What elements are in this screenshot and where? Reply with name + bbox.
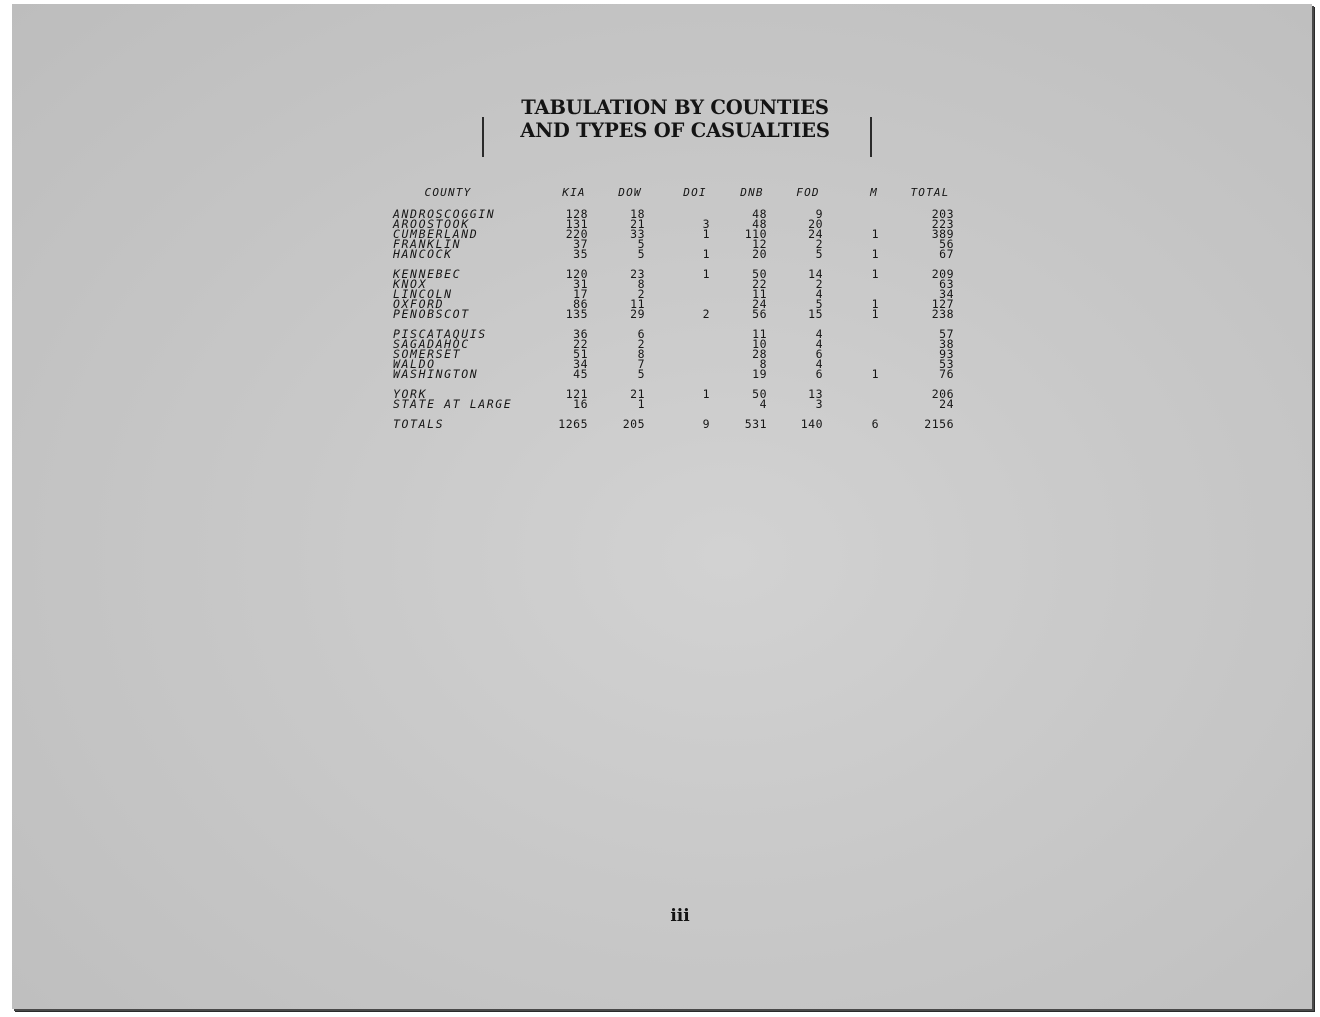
table-cell-dow: 8 [637,347,645,361]
county-name: PENOBSCOT [393,307,470,321]
table-cell-total: 2156 [924,417,954,431]
table-cell-total: 203 [931,207,954,221]
table-cell-total: 93 [939,347,954,361]
county-name: KENNEBEC [393,267,462,281]
table-cell-doi: 1 [702,267,710,281]
table-cell-fod: 20 [808,217,823,231]
table-cell-fod: 24 [808,227,823,241]
column-header-m: M [870,186,878,199]
county-name: LINCOLN [393,287,453,301]
table-cell-total: 206 [931,387,954,401]
table-cell-total: 38 [939,337,954,351]
table-cell-dnb: 11 [752,327,767,341]
county-name: TOTALS [393,417,445,431]
table-cell-fod: 4 [815,337,823,351]
table-cell-kia: 1265 [558,417,588,431]
table-cell-dow: 33 [630,227,645,241]
table-cell-fod: 4 [815,357,823,371]
table-cell-m: 1 [871,297,879,311]
table-cell-fod: 140 [800,417,823,431]
table-cell-total: 76 [939,367,954,381]
table-cell-kia: 34 [573,357,588,371]
table-cell-fod: 4 [815,287,823,301]
table-cell-kia: 131 [565,217,588,231]
county-name: WASHINGTON [393,367,479,381]
table-cell-dow: 2 [637,337,645,351]
table-cell-fod: 3 [815,397,823,411]
county-name: PISCATAQUIS [393,327,487,341]
table-cell-kia: 36 [573,327,588,341]
table-cell-total: 389 [931,227,954,241]
county-name: KNOX [393,277,428,291]
table-cell-fod: 5 [815,297,823,311]
county-name: YORK [393,387,428,401]
table-cell-m: 1 [871,247,879,261]
table-cell-fod: 14 [808,267,823,281]
table-cell-doi: 3 [702,217,710,231]
table-cell-dnb: 28 [752,347,767,361]
county-name: CUMBERLAND [393,227,479,241]
table-cell-dnb: 22 [752,277,767,291]
table-cell-dnb: 48 [752,217,767,231]
table-cell-total: 63 [939,277,954,291]
table-cell-doi: 1 [702,387,710,401]
table-cell-kia: 45 [573,367,588,381]
county-name: SOMERSET [393,347,462,361]
table-cell-kia: 220 [565,227,588,241]
table-cell-kia: 17 [573,287,588,301]
table-cell-fod: 6 [815,367,823,381]
table-cell-dow: 1 [637,397,645,411]
table-cell-dow: 5 [637,247,645,261]
table-cell-dnb: 12 [752,237,767,251]
table-cell-dnb: 19 [752,367,767,381]
table-cell-dnb: 20 [752,247,767,261]
casualty-table [0,0,1320,460]
county-name: FRANKLIN [393,237,462,251]
column-header-fod: FOD [796,186,820,199]
table-cell-kia: 128 [565,207,588,221]
table-cell-doi: 9 [702,417,710,431]
county-name: SAGADAHOC [393,337,470,351]
table-cell-dnb: 24 [752,297,767,311]
table-cell-dow: 205 [622,417,645,431]
table-cell-total: 223 [931,217,954,231]
table-cell-m: 1 [871,267,879,281]
table-cell-dnb: 56 [752,307,767,321]
table-cell-fod: 2 [815,237,823,251]
county-name: ANDROSCOGGIN [393,207,496,221]
table-cell-doi: 2 [702,307,710,321]
table-cell-total: 57 [939,327,954,341]
table-cell-fod: 5 [815,247,823,261]
table-cell-dow: 21 [630,387,645,401]
table-cell-dow: 23 [630,267,645,281]
table-cell-doi: 1 [702,247,710,261]
table-cell-dnb: 4 [759,397,767,411]
table-cell-dow: 8 [637,277,645,291]
table-cell-kia: 35 [573,247,588,261]
column-header-dow: DOW [618,186,642,199]
table-cell-m: 1 [871,307,879,321]
table-cell-kia: 16 [573,397,588,411]
county-name: HANCOCK [393,247,453,261]
table-cell-m: 1 [871,367,879,381]
table-cell-m: 6 [871,417,879,431]
table-cell-kia: 135 [565,307,588,321]
table-cell-fod: 13 [808,387,823,401]
column-header-total: TOTAL [910,186,950,199]
table-cell-fod: 6 [815,347,823,361]
title-line-2: AND TYPES OF CASUALTIES [520,119,830,142]
table-cell-dnb: 531 [744,417,767,431]
table-cell-total: 24 [939,397,954,411]
table-cell-m: 1 [871,227,879,241]
table-cell-dnb: 8 [759,357,767,371]
column-header-doi: DOI [683,186,707,199]
table-cell-kia: 121 [565,387,588,401]
table-cell-fod: 4 [815,327,823,341]
table-cell-dow: 29 [630,307,645,321]
county-name: STATE AT LARGE [393,397,513,411]
column-header-dnb: DNB [740,186,764,199]
table-cell-kia: 22 [573,337,588,351]
table-cell-dow: 21 [630,217,645,231]
title-line-1: TABULATION BY COUNTIES [521,96,829,119]
table-cell-fod: 15 [808,307,823,321]
table-cell-total: 34 [939,287,954,301]
table-cell-dow: 5 [637,367,645,381]
table-cell-kia: 120 [565,267,588,281]
table-cell-fod: 9 [815,207,823,221]
table-cell-dnb: 10 [752,337,767,351]
county-name: AROOSTOOK [393,217,470,231]
table-cell-total: 127 [931,297,954,311]
table-cell-total: 209 [931,267,954,281]
table-cell-kia: 51 [573,347,588,361]
table-cell-dnb: 50 [752,267,767,281]
table-cell-dnb: 11 [752,287,767,301]
table-cell-dnb: 110 [744,227,767,241]
table-cell-fod: 2 [815,277,823,291]
table-cell-total: 67 [939,247,954,261]
county-name: OXFORD [393,297,445,311]
table-cell-dow: 18 [630,207,645,221]
county-name: WALDO [393,357,436,371]
table-cell-kia: 31 [573,277,588,291]
column-header-county: COUNTY [424,186,472,199]
table-cell-doi: 1 [702,227,710,241]
table-cell-kia: 86 [573,297,588,311]
table-cell-dow: 11 [630,297,645,311]
table-cell-dnb: 48 [752,207,767,221]
table-cell-total: 56 [939,237,954,251]
table-cell-dow: 2 [637,287,645,301]
table-cell-total: 53 [939,357,954,371]
table-cell-dow: 5 [637,237,645,251]
table-cell-total: 238 [931,307,954,321]
column-header-kia: KIA [562,186,586,199]
page-number: iii [670,906,690,926]
table-cell-dow: 6 [637,327,645,341]
table-cell-dnb: 50 [752,387,767,401]
table-cell-kia: 37 [573,237,588,251]
table-cell-dow: 7 [637,357,645,371]
